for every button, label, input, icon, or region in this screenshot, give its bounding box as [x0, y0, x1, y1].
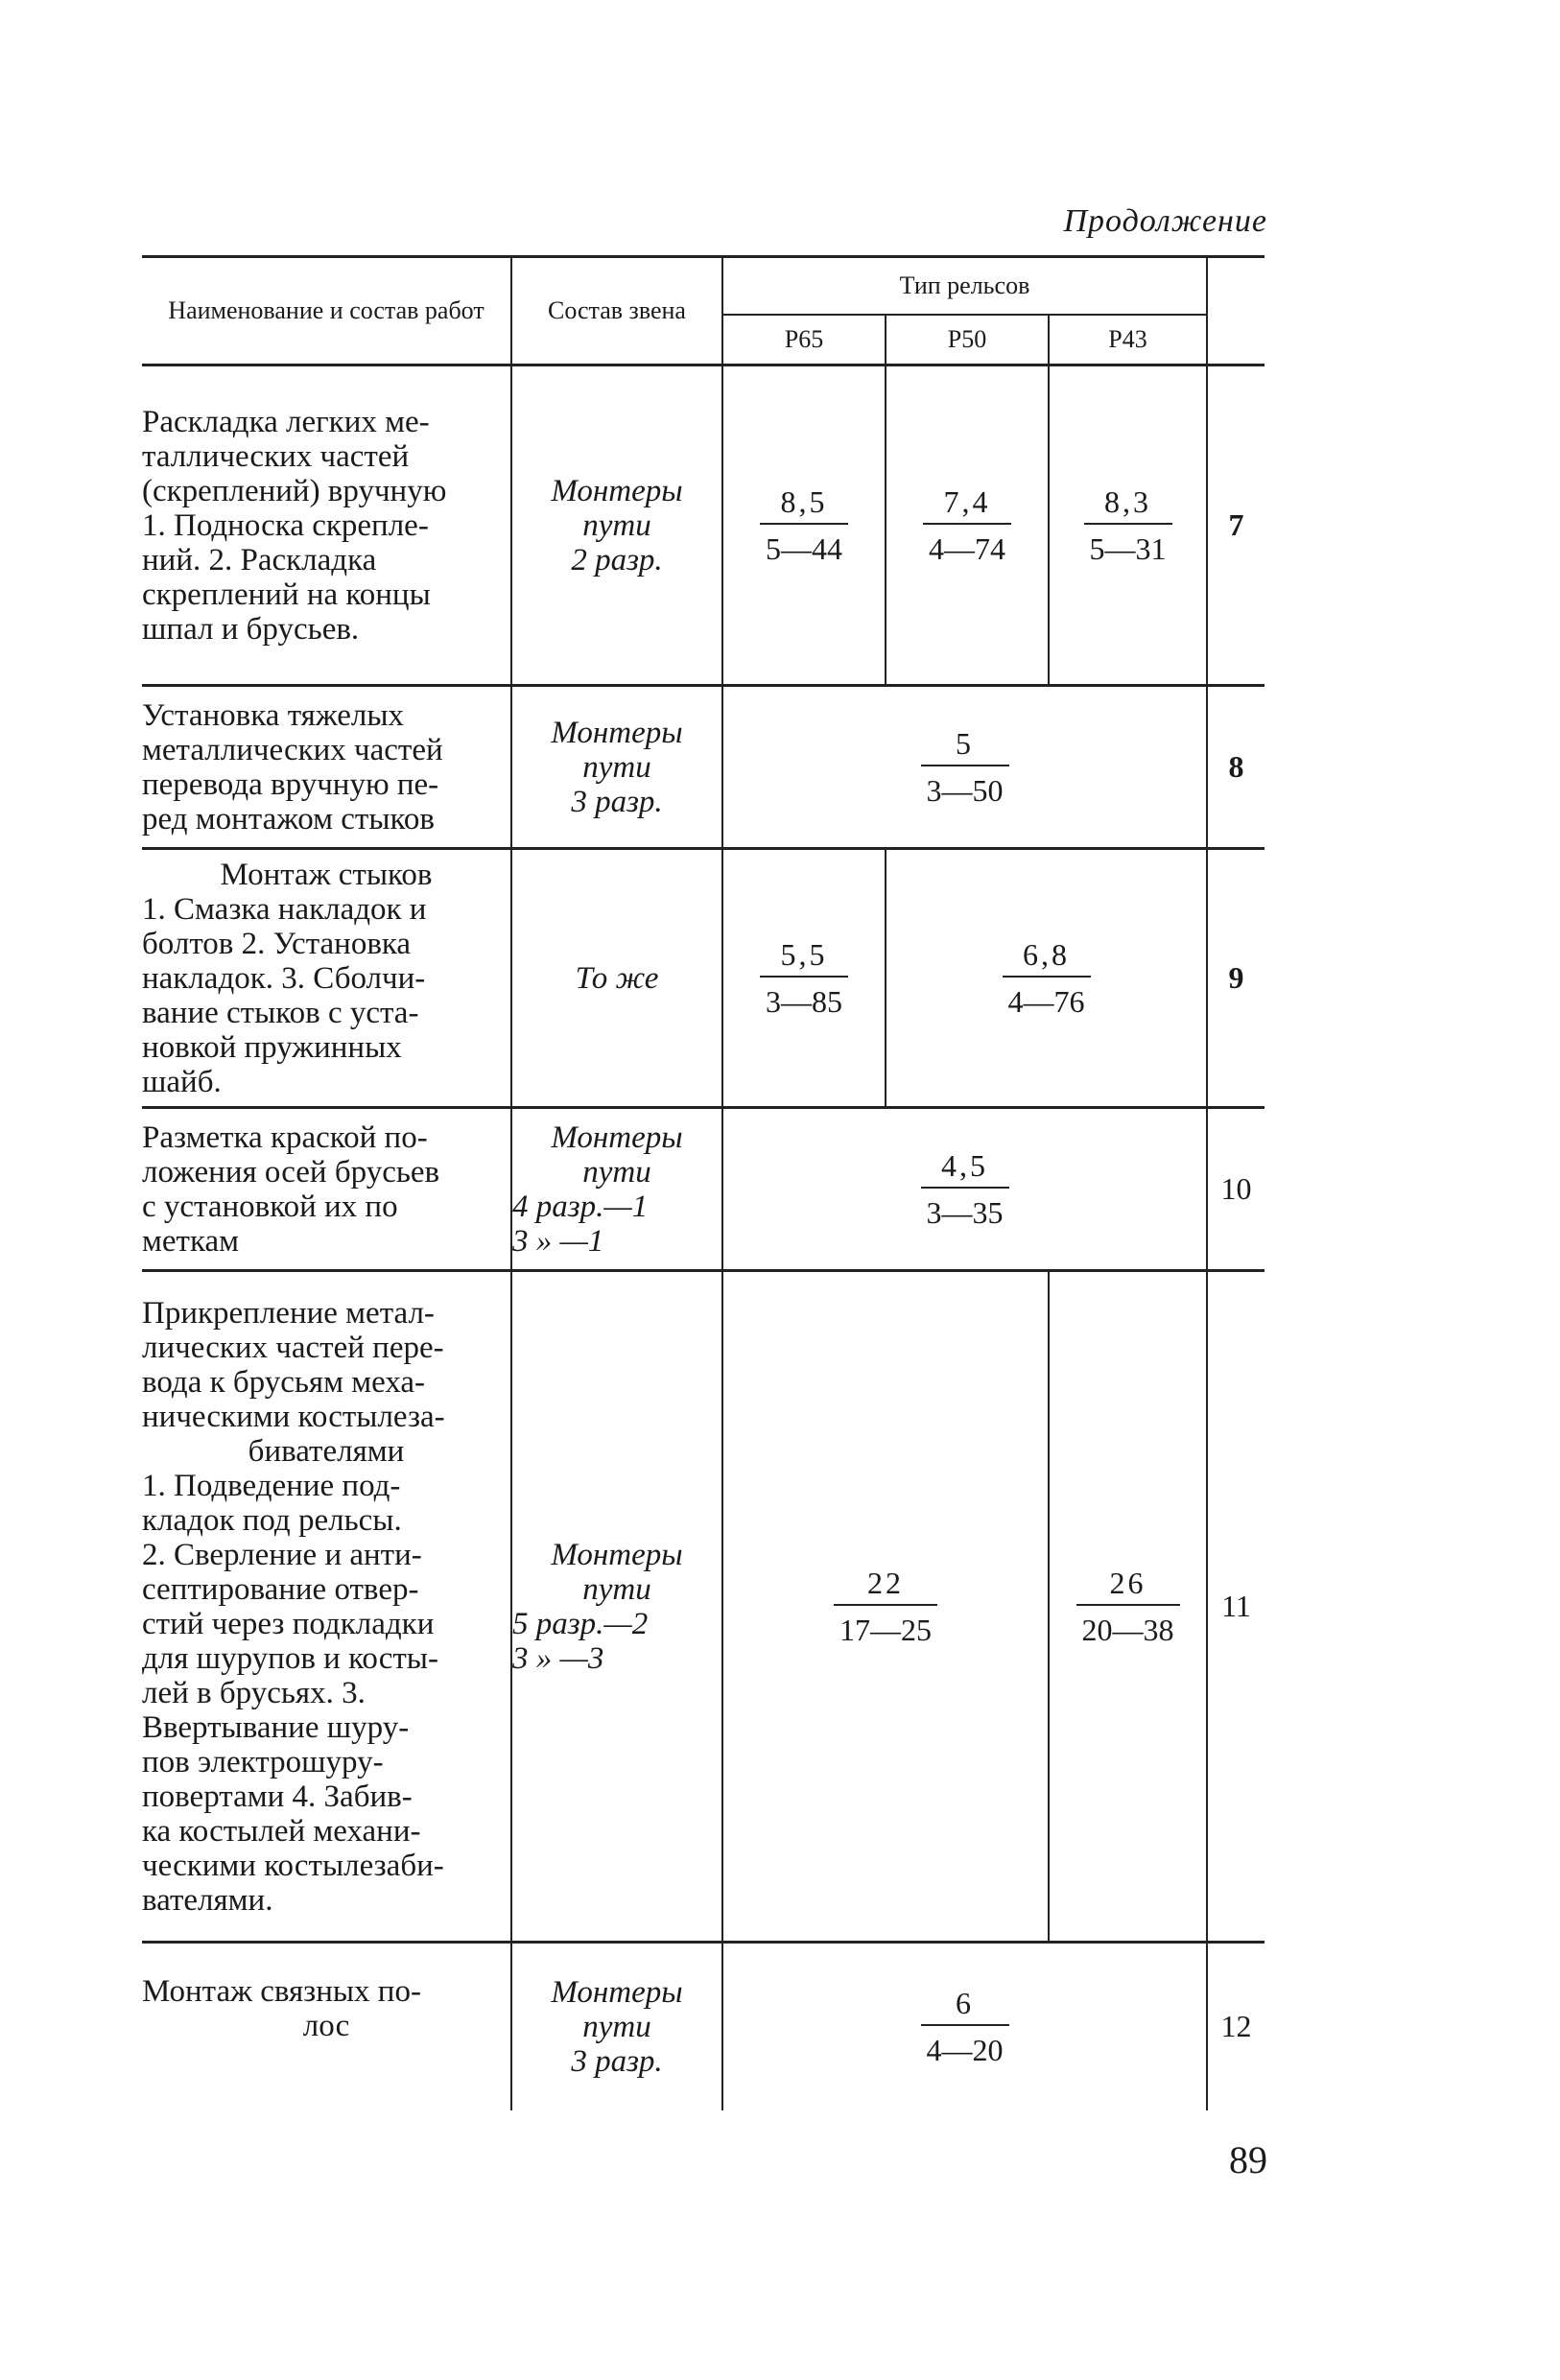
row-number: 10 [1207, 1108, 1265, 1271]
work-description: Монтаж связных по- лос [142, 1943, 511, 2110]
norm-value-all: $\frac{6}{4—20}$ [722, 1943, 1207, 2110]
norm-value-p43: $\frac{26}{20—38}$ [1049, 1271, 1207, 1943]
continued-label: Продолжение [1063, 203, 1267, 239]
crew-composition: Монтеры пути 3 разр. [511, 686, 722, 849]
table-row [142, 365, 1265, 686]
header-crew: Состав звена [511, 257, 722, 365]
row-number: 12 [1207, 1943, 1265, 2110]
header-rail-p65: Р65 [722, 315, 886, 365]
work-description: Раскладка легких ме- таллических частей (скреплений) вручную 1. Подноска скрепле- ний. 2. Раскладка скреплений на концы шпал и брусьев. [142, 365, 511, 686]
table-row [142, 1943, 1265, 2110]
norm-value-p65: $\frac{8,5}{5—44}$ [722, 365, 886, 686]
crew-composition: Монтеры пути 2 разр. [511, 365, 722, 686]
norms-table [142, 255, 1265, 2110]
norm-value-p50-p43: $\frac{6,8}{4—76}$ [886, 849, 1207, 1108]
table-row [142, 686, 1265, 849]
row-number: 7 [1207, 365, 1265, 686]
header-rail-p43: Р43 [1049, 315, 1207, 365]
crew-composition: То же [511, 849, 722, 1108]
crew-composition: Монтеры пути 3 разр. [511, 1943, 722, 2110]
norm-value-p43: $\frac{8,3}{5—31}$ [1049, 365, 1207, 686]
norm-value-all: $\frac{4,5}{3—35}$ [722, 1108, 1207, 1271]
row-number: 9 [1207, 849, 1265, 1108]
row-number: 11 [1207, 1271, 1265, 1943]
header-number [1207, 257, 1265, 365]
work-description: Монтаж стыков 1. Смазка накладок и болтов 2. Установка накладок. 3. Сболчи- вание стыков с уста- новкой пружинных шайб. [142, 849, 511, 1108]
table-row [142, 1271, 1265, 1943]
crew-composition: Монтеры пути 5 разр.—2 3 » —3 [511, 1271, 722, 1943]
page-number: 89 [1229, 2138, 1267, 2181]
norm-value-p50: $\frac{7,4}{4—74}$ [886, 365, 1049, 686]
crew-composition: Монтеры пути 4 разр.—1 3 » —1 [511, 1108, 722, 1271]
row-number: 8 [1207, 686, 1265, 849]
header-rail-type: Тип рельсов [722, 257, 1207, 316]
work-description: Установка тяжелых металлических частей перевода вручную пе- ред монтажом стыков [142, 686, 511, 849]
work-description: Разметка краской по- ложения осей брусьев с установкой их по меткам [142, 1108, 511, 1271]
table-row [142, 1108, 1265, 1271]
header-rail-p50: Р50 [886, 315, 1049, 365]
work-description: Прикрепление метал- лических частей пере- вода к брусьям меха- ническими костылеза- бивателями 1. Подведение под- кладок под рельсы. 2. Сверление и анти- септирование отвер- стий через подкладки для шурупов и косты- лей в брусьях. 3. Ввертывание шуру- пов электрошуру- повертами 4. Забив- ка костылей механи- ческими костылезаби- вателями. [142, 1271, 511, 1943]
table-row [142, 849, 1265, 1108]
norm-value-p65: $\frac{5,5}{3—85}$ [722, 849, 886, 1108]
norm-value-p65-p50: $\frac{22}{17—25}$ [722, 1271, 1049, 1943]
header-work-name: Наименование и состав работ [142, 257, 511, 365]
norm-value-all: $\frac{5}{3—50}$ [722, 686, 1207, 849]
